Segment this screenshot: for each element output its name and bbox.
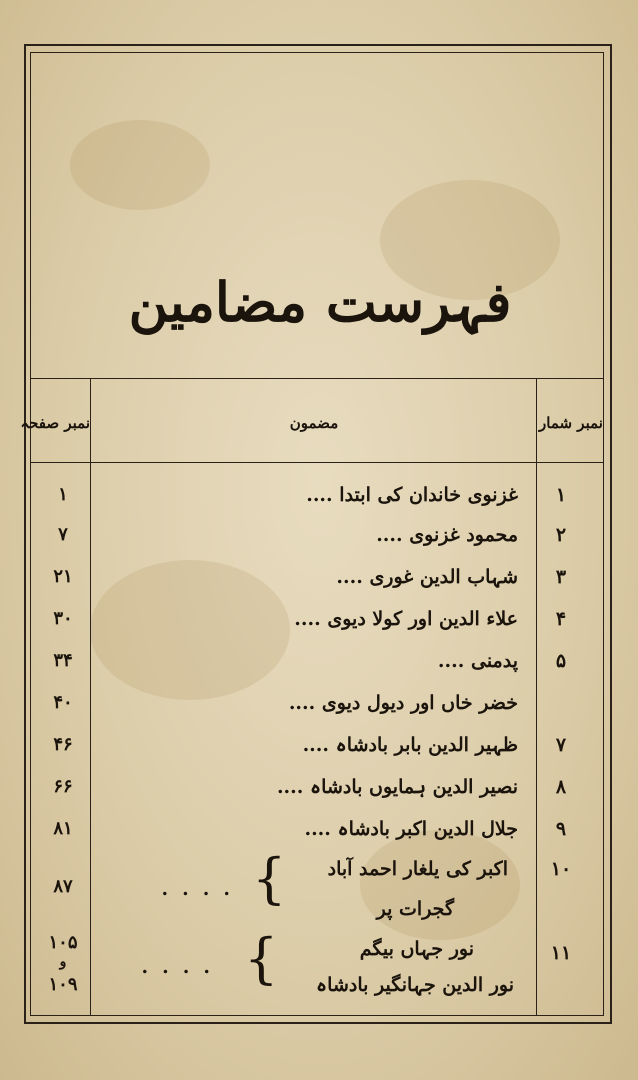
brace-glyph: { [252, 847, 287, 910]
leader-dots: .... [336, 566, 363, 588]
number-column-rule [536, 378, 537, 1016]
row-subject [98, 566, 518, 588]
leader-dots: .... [276, 776, 304, 798]
table-top-rule [30, 378, 604, 379]
row-page: ۴۶ [53, 734, 73, 755]
row-page: ۴۰ [53, 692, 73, 713]
leader-dots: .... [302, 734, 330, 756]
row-page: ۳۰ [53, 608, 73, 629]
row-page: ۳۴ [53, 650, 73, 671]
row-subject [98, 524, 518, 546]
row-subject [98, 608, 518, 630]
row-subject-text: شہاب الدین غوری [369, 566, 518, 588]
row-page-and: و [59, 954, 67, 970]
row-page: ۸۱ [53, 818, 73, 839]
row-page: ۲۱ [53, 566, 73, 587]
row-subject-text: محمود غزنوی [409, 524, 518, 546]
row-number: ۸ [555, 776, 567, 798]
page-title: فہرست مضامین [128, 270, 512, 334]
leader-dots: .... [306, 484, 333, 506]
brace-glyph: { [244, 927, 279, 990]
row-subject [98, 692, 518, 714]
row-number: ۱ [555, 484, 567, 506]
header-number: نمبر شمار [539, 414, 603, 432]
leader-dots: .... [288, 692, 316, 714]
row-page-second: ۱۰۹ [48, 974, 78, 995]
row-page-first: ۱۰۵ [48, 932, 78, 953]
leader-dots: .... [376, 524, 403, 546]
row-number: ۹ [555, 818, 567, 840]
row-number: ۵ [555, 650, 567, 672]
row-page: ۱ [58, 484, 68, 505]
leader-dots: .... [141, 956, 224, 978]
page-column-rule [90, 378, 91, 1016]
row-number: ۷ [555, 734, 567, 756]
leader-dots: .... [161, 878, 244, 900]
row-number: ۱۰ [550, 858, 572, 880]
contents-table [20, 378, 604, 1016]
row-subject-text: ظہیر الدین بابر بادشاہ [335, 734, 518, 756]
row-number: ۳ [555, 566, 567, 588]
row-page: ۶۶ [53, 776, 73, 797]
row-page: ۸۷ [53, 876, 73, 897]
row-number: ۱۱ [550, 942, 572, 964]
row-subject-line-2: گجرات پر [376, 898, 454, 920]
row-subject [98, 650, 518, 672]
header-rule [30, 462, 604, 463]
row-number: ۲ [555, 524, 567, 546]
leader-dots: .... [437, 650, 465, 672]
row-subject-text: خضر خاں اور دیول دیوی [321, 692, 518, 714]
row-subject-text: علاء الدین اور کولا دیوی [327, 608, 518, 630]
row-subject [98, 776, 518, 798]
row-subject-text: نصیر الدین ہمایوں بادشاہ [310, 776, 518, 798]
leader-dots: .... [294, 608, 321, 630]
row-subject-line-1: نور جہاں بیگم [359, 938, 474, 960]
header-page: نمبر صفحہ [20, 414, 90, 432]
leader-dots: .... [304, 818, 331, 840]
row-subject [98, 484, 518, 506]
row-subject-line-1: اکبر کی یلغار احمد آباد [327, 858, 508, 880]
row-page: ۷ [58, 524, 68, 545]
header-subject: مضمون [289, 414, 339, 432]
row-subject [98, 818, 518, 840]
row-subject-text: پدمنی [470, 650, 518, 672]
row-subject-text: غزنوی خاندان کی ابتدا [339, 484, 518, 506]
row-subject [98, 734, 518, 756]
row-subject-text: جلال الدین اکبر بادشاہ [337, 818, 518, 840]
row-subject-line-2: نور الدین جہانگیر بادشاہ [316, 974, 514, 996]
row-number: ۴ [555, 608, 567, 630]
